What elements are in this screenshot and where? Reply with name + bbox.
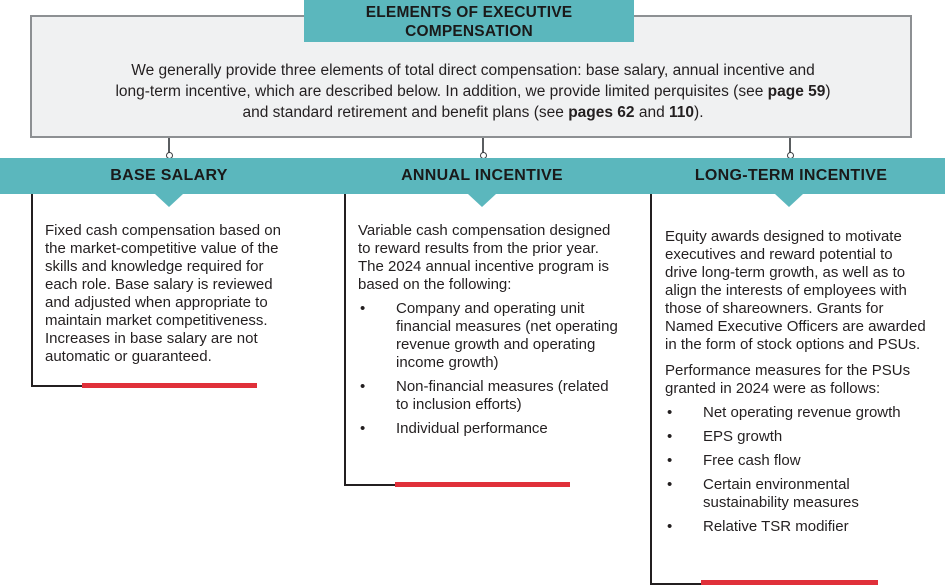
heading-long-term-incentive: LONG-TERM INCENTIVE [694, 167, 888, 184]
red-accent-bar-base [82, 383, 257, 388]
red-accent-bar-annual [395, 482, 570, 487]
list-item: • Net operating revenue growth [667, 404, 901, 421]
red-accent-bar-longterm [701, 580, 878, 585]
page-110-ref: 110 [669, 104, 695, 121]
bracket-annual-vertical [344, 194, 346, 485]
pointer-longterm [775, 194, 803, 207]
heading-base-salary: BASE SALARY [110, 167, 228, 184]
intro-line-1: We generally provide three elements of total direct compensation: base salary, annual incentive and [131, 62, 815, 79]
long-term-incentive-list [665, 404, 927, 536]
bracket-annual-bottom [344, 484, 396, 486]
intro-line-3: and standard retirement and benefit plans (see pages 62 and 110). [242, 104, 704, 121]
list-item: • Relative TSR modifier [667, 518, 849, 535]
list-item: • EPS growth [667, 428, 783, 445]
long-term-incentive-description: Equity awards designed to motivate executives and reward potential to drive long-term growth, as well as to align the interests of employees with those of shareowners. Grants for Named Executive Officers are awarded in the form of stock options and PSUs. Performance measures for the PSUs granted in 2024 were as follows: • Net operating revenue growth • EPS growth • Free cash flow • Certain environmental sustainability measures • Relative TSR modifier [665, 228, 926, 535]
bracket-longterm-vertical [650, 194, 652, 585]
list-item: • Non-financial measures (related to inclusion efforts) [360, 378, 609, 413]
pages-62-ref: pages 62 [568, 104, 635, 121]
annual-incentive-description: Variable cash compensation designed to reward results from the prior year. The 2024 annual incentive program is based on the following: • Company and operating unit financial measures (net operating revenue growth and operating income growth) • Non-financial measures (related to inclusion efforts) • Individual performance [358, 222, 620, 438]
bracket-longterm-bottom [650, 583, 702, 585]
list-item: • Free cash flow [667, 452, 801, 469]
bracket-base-bottom [31, 385, 83, 387]
heading-annual-incentive: ANNUAL INCENTIVE [401, 167, 563, 184]
pointer-base [155, 194, 183, 207]
list-item: • Company and operating unit financial measures (net operating revenue growth and operating income growth) [360, 300, 618, 371]
list-item: • Certain environmental sustainability measures [667, 476, 859, 511]
pointer-annual [468, 194, 496, 207]
page-59-ref: page 59 [767, 83, 826, 100]
base-salary-description: Fixed cash compensation based on the market-competitive value of the skills and knowledge required for each role. Base salary is reviewed and adjusted when appropriate to maintain market competitiveness. Increases in base salary are not automatic or guaranteed. [45, 222, 281, 365]
intro-line-2: long-term incentive, which are described below. In addition, we provide limited perquisites (see page 59) [115, 83, 831, 100]
page-title: ELEMENTS OF EXECUTIVE COMPENSATION [304, 0, 634, 42]
bracket-base-vertical [31, 194, 33, 386]
list-item: • Individual performance [360, 420, 548, 437]
annual-incentive-list [358, 300, 620, 438]
intro-text [40, 60, 906, 123]
